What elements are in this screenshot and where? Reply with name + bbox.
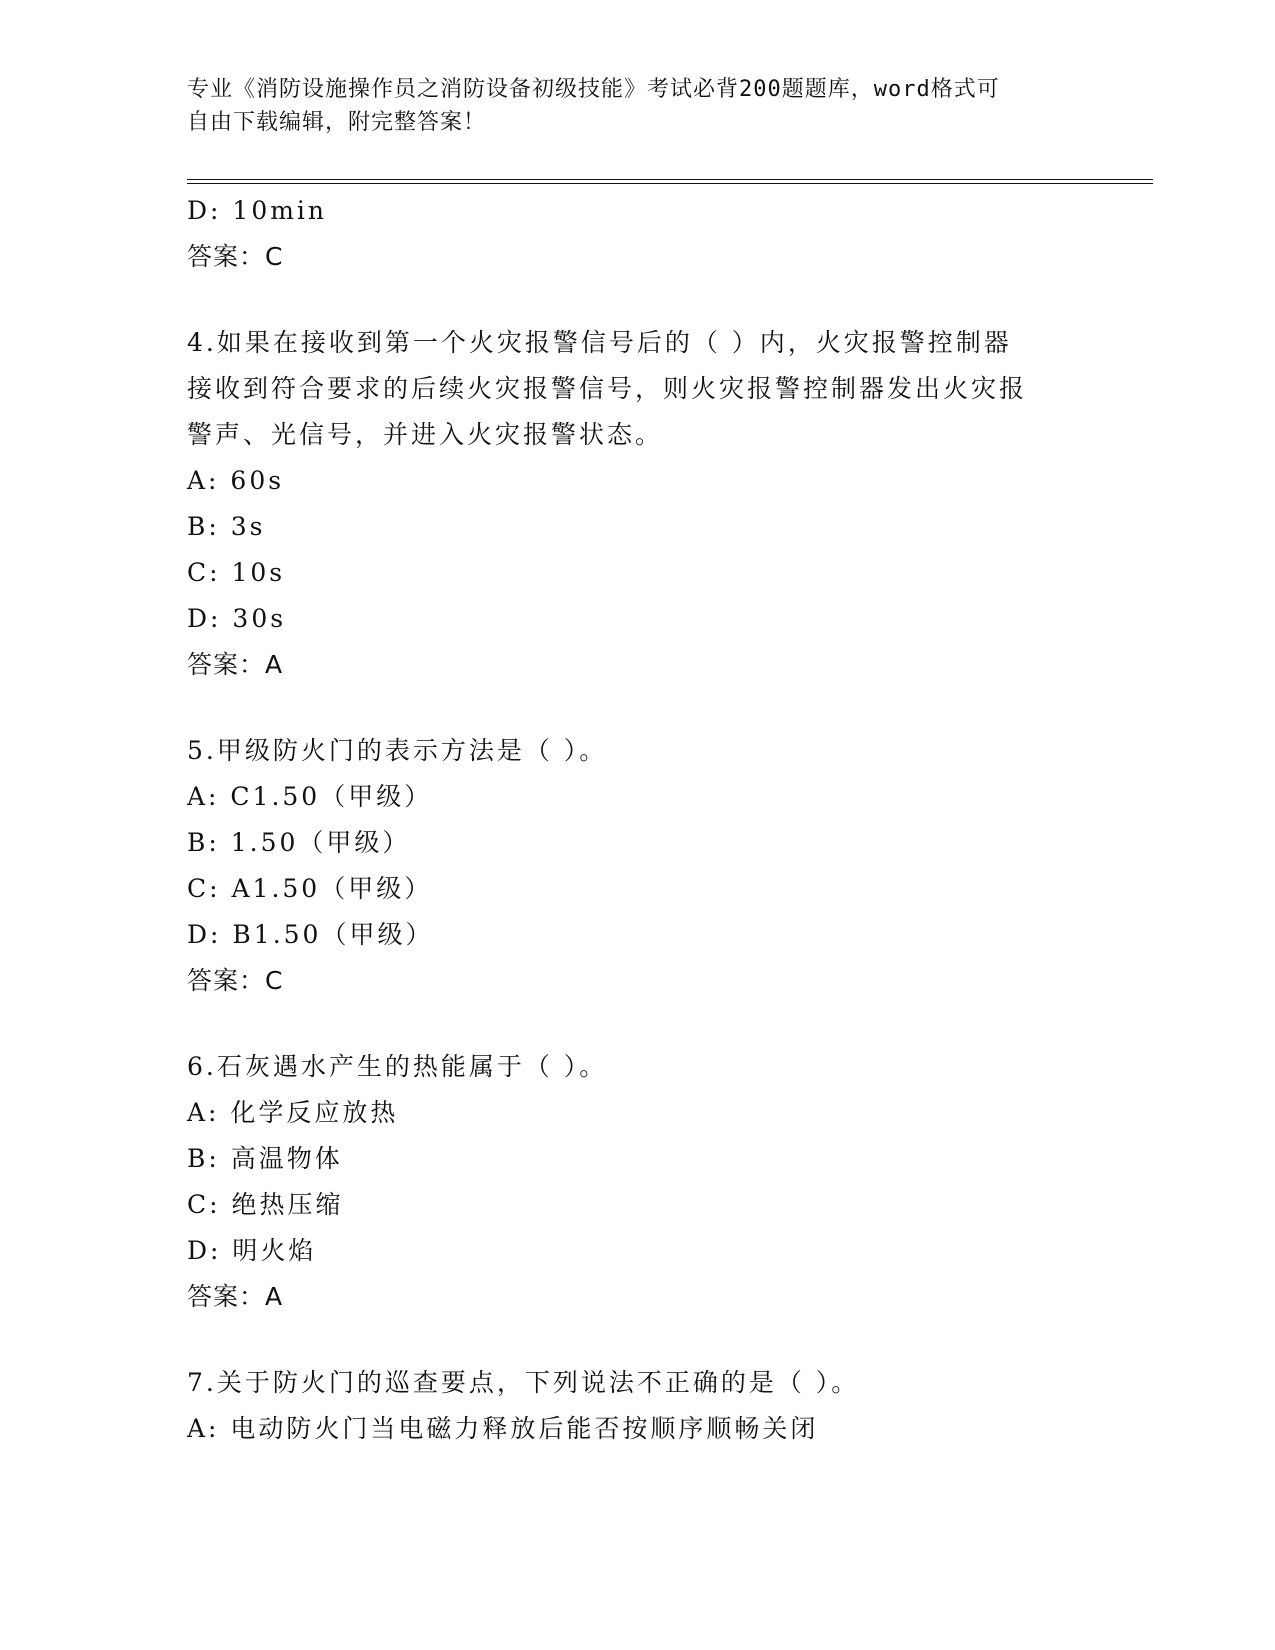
header-divider-top — [187, 179, 1153, 180]
option-b: B: 3s — [187, 512, 266, 541]
question-stem: 6.石灰遇水产生的热能属于（ ）。 — [187, 1052, 608, 1081]
header-divider-bottom — [187, 183, 1153, 184]
option-a: A: 化学反应放热 — [187, 1098, 399, 1127]
answer-line: 答案：A — [187, 1282, 284, 1311]
option-c: C: A1.50（甲级） — [187, 874, 433, 903]
header-line-1: 专业《消防设施操作员之消防设备初级技能》考试必背200题题库，word格式可 — [187, 77, 1000, 102]
question-stem: 接收到符合要求的后续火灾报警信号，则火灾报警控制器发出火灾报 — [187, 374, 1028, 403]
answer-line: 答案：A — [187, 650, 284, 679]
option-a: A: C1.50（甲级） — [187, 782, 433, 811]
question-list — [187, 188, 1087, 1452]
question-3-tail — [187, 188, 1087, 280]
option-a: A: 电动防火门当电磁力释放后能否按顺序顺畅关闭 — [187, 1414, 819, 1443]
question-5 — [187, 728, 1087, 1004]
question-4 — [187, 320, 1087, 688]
answer-line: 答案：C — [187, 242, 284, 271]
option-b: B: 1.50（甲级） — [187, 828, 411, 857]
document-header — [187, 73, 1067, 139]
option-d: D: 10min — [187, 196, 328, 225]
option-a: A: 60s — [187, 466, 285, 495]
answer-line: 答案：C — [187, 966, 284, 995]
question-7 — [187, 1360, 1087, 1452]
question-stem: 警声、光信号，并进入火灾报警状态。 — [187, 420, 664, 449]
question-stem: 5.甲级防火门的表示方法是（ ）。 — [187, 736, 608, 765]
question-stem: 4.如果在接收到第一个火灾报警信号后的（ ）内，火灾报警控制器 — [187, 328, 1012, 357]
question-6 — [187, 1044, 1087, 1320]
option-c: C: 绝热压缩 — [187, 1190, 344, 1219]
option-c: C: 10s — [187, 558, 286, 587]
option-d: D: 明火焰 — [187, 1236, 317, 1265]
header-line-2: 自由下载编辑，附完整答案！ — [187, 110, 487, 135]
option-d: D: 30s — [187, 604, 287, 633]
option-d: D: B1.50（甲级） — [187, 920, 434, 949]
question-stem: 7.关于防火门的巡查要点，下列说法不正确的是（ ）。 — [187, 1368, 860, 1397]
option-b: B: 高温物体 — [187, 1144, 343, 1173]
